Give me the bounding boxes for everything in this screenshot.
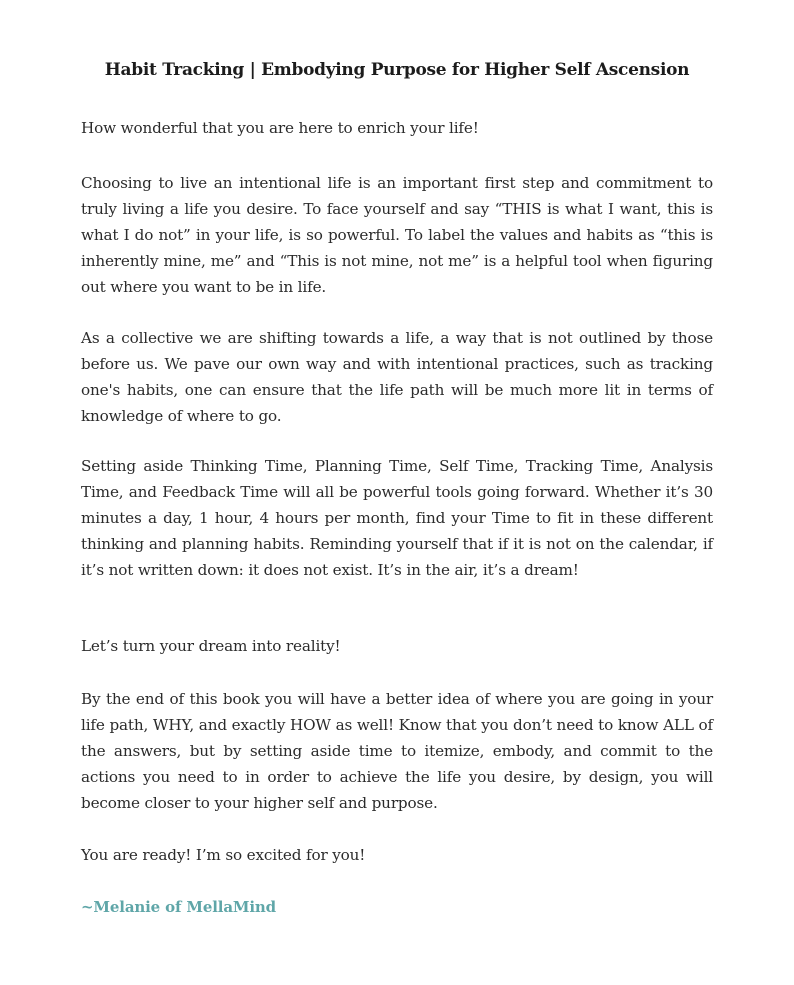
paragraph-collective: As a collective we are shifting towards a life, a way that is not outlined by those before us. We pave our own way and with intentional practices, such as tracking one's habits, one can ensure that the life path will be much more lit in terms of knowledge of where to go.: [81, 329, 713, 425]
paragraph-you-are-ready: You are ready! I’m so excited for you!: [81, 846, 366, 864]
paragraph-dream-reality: Let’s turn your dream into reality!: [81, 637, 341, 655]
author-signature: ~Melanie of MellaMind: [81, 898, 276, 916]
paragraph-greeting: How wonderful that you are here to enrich your life!: [81, 119, 479, 137]
paragraph-setting-aside-time: Setting aside Thinking Time, Planning Time, Self Time, Tracking Time, Analysis Time, and Feedback Time will all be powerful tools going forward. Whether it’s 30 minutes a day, 1 hour, 4 hours per month, find your Time to fit in these different thinking and planning habits. Reminding yourself that if it is not on the calendar, if it’s not written down: it does not exist. It’s in the air, it’s a dream!: [81, 457, 713, 579]
paragraph-end-of-book: By the end of this book you will have a better idea of where you are going in your life path, WHY, and exactly HOW as well! Know that you don’t need to know ALL of the answers, but by setting aside time to itemize, embody, and commit to the actions you need to in order to achieve the life you desire, by design, you will become closer to your higher self and purpose.: [81, 690, 713, 812]
paragraph-intentional-life: Choosing to live an intentional life is an important first step and commitment to truly living a life you desire. To face yourself and say “THIS is what I want, this is what I do not” in your life, is so powerful. To label the values and habits as “this is inherently mine, me” and “This is not mine, not me” is a helpful tool when figuring out where you want to be in life.: [81, 174, 713, 296]
page-title: Habit Tracking | Embodying Purpose for Higher Self Ascension: [104, 60, 690, 80]
